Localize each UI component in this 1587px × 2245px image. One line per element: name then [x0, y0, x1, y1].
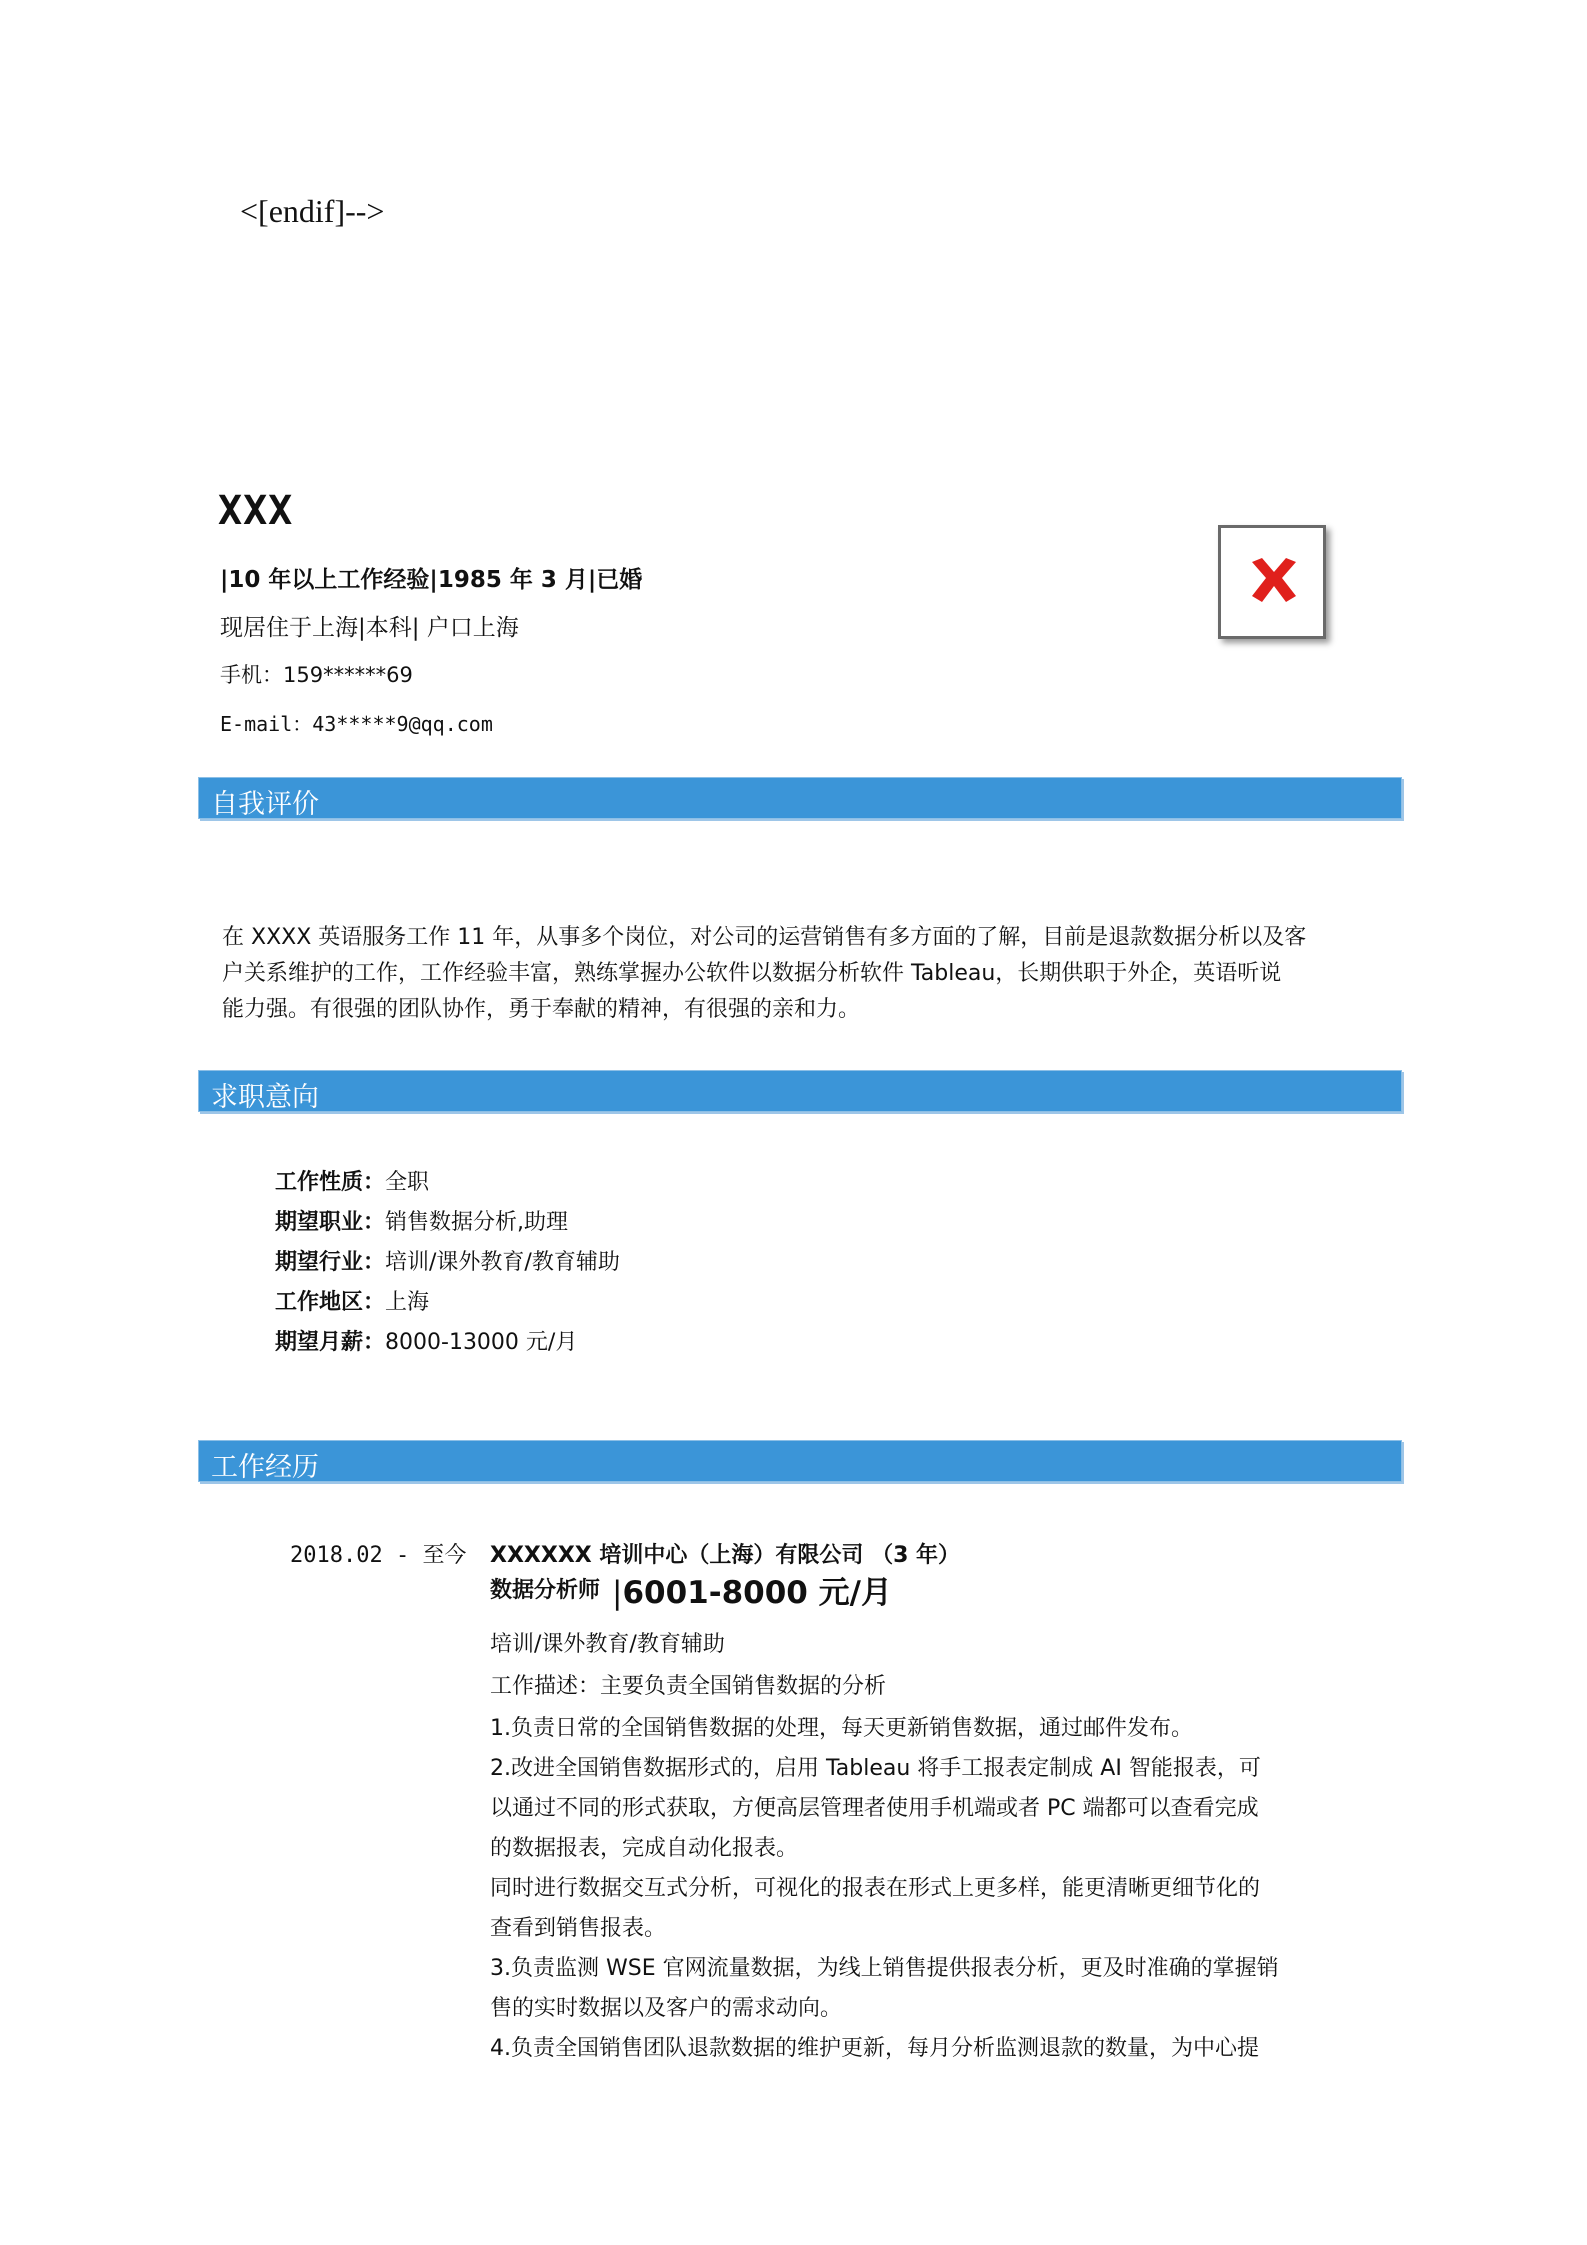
work-description-line: 的数据报表，完成自动化报表。	[490, 1836, 799, 1861]
salary-value: 6001-8000 元/月	[622, 1575, 892, 1611]
intent-label: 期望月薪：	[275, 1330, 386, 1355]
work-description-line: 售的实时数据以及客户的需求动向。	[490, 1996, 843, 2021]
work-description-line: 工作描述：主要负责全国销售数据的分析	[490, 1674, 887, 1699]
work-description-line: 查看到销售报表。	[490, 1916, 667, 1941]
work-description-line: 2.改进全国销售数据形式的，启用 Tableau 将手工报表定制成 AI 智能报表，可	[490, 1756, 1261, 1781]
work-salary	[612, 1567, 892, 1612]
intent-value: 全职	[385, 1170, 430, 1195]
work-description-line: 同时进行数据交互式分析，可视化的报表在形式上更多样，能更清晰更细节化的	[490, 1876, 1261, 1901]
intent-row-salary	[275, 1325, 577, 1356]
intent-label: 工作地区：	[275, 1290, 386, 1315]
section-title: 工作经历	[211, 1452, 319, 1483]
broken-image-icon	[1248, 556, 1300, 604]
experience-summary: |10 年以上工作经验|1985 年 3 月|已婚	[220, 567, 643, 593]
intent-row-industry	[275, 1245, 620, 1276]
work-description-line: 以通过不同的形式获取，方便高层管理者使用手机端或者 PC 端都可以查看完成	[490, 1796, 1259, 1821]
profile-photo-placeholder	[1218, 525, 1326, 639]
phone-number: 手机：159******69	[220, 663, 413, 687]
intent-value: 培训/课外教育/教育辅助	[385, 1250, 620, 1275]
work-description-line: 1.负责日常的全国销售数据的处理，每天更新销售数据，通过邮件发布。	[490, 1716, 1193, 1741]
residence-info: 现居住于上海|本科| 户口上海	[220, 615, 519, 641]
intent-label: 工作性质：	[275, 1170, 386, 1195]
work-company: XXXXXX 培训中心（上海）有限公司 （3 年）	[490, 1543, 961, 1568]
intent-value: 销售数据分析,助理	[385, 1210, 569, 1235]
intent-row-location	[275, 1285, 429, 1316]
email-address[interactable]: E-mail：43*****9@qq.com	[220, 712, 493, 736]
intent-label: 期望职业：	[275, 1210, 386, 1235]
section-title: 求职意向	[211, 1082, 319, 1113]
work-description-line: 4.负责全国销售团队退款数据的维护更新，每月分析监测退款的数量，为中心提	[490, 2036, 1259, 2061]
section-header-job-intent	[198, 1070, 1402, 1112]
self-evaluation-line: 能力强。有很强的团队协作，勇于奉献的精神，有很强的亲和力。	[222, 997, 861, 1022]
section-header-self-evaluation	[198, 777, 1402, 819]
intent-row-position	[275, 1205, 568, 1236]
work-period: 2018.02 - 至今	[290, 1543, 467, 1568]
intent-label: 期望行业：	[275, 1250, 386, 1275]
self-evaluation-line: 在 XXXX 英语服务工作 11 年，从事多个岗位，对公司的运营销售有多方面的了解，目前是退款数据分析以及客	[222, 925, 1307, 950]
section-title: 自我评价	[211, 789, 319, 820]
intent-row-job-type	[275, 1165, 429, 1196]
work-job-title: 数据分析师	[490, 1578, 601, 1603]
section-header-work-experience	[198, 1440, 1402, 1482]
intent-value: 8000-13000 元/月	[385, 1330, 578, 1355]
salary-separator: |	[612, 1575, 623, 1611]
candidate-name: XXX	[218, 488, 294, 534]
intent-value: 上海	[385, 1290, 430, 1315]
work-description-line: 培训/课外教育/教育辅助	[490, 1632, 725, 1657]
work-description-line: 3.负责监测 WSE 官网流量数据，为线上销售提供报表分析，更及时准确的掌握销	[490, 1956, 1279, 1981]
html-comment-artifact: <[endif]-->	[240, 193, 385, 229]
self-evaluation-line: 户关系维护的工作，工作经验丰富，熟练掌握办公软件以数据分析软件 Tableau，长期供职于外企，英语听说	[222, 961, 1282, 986]
